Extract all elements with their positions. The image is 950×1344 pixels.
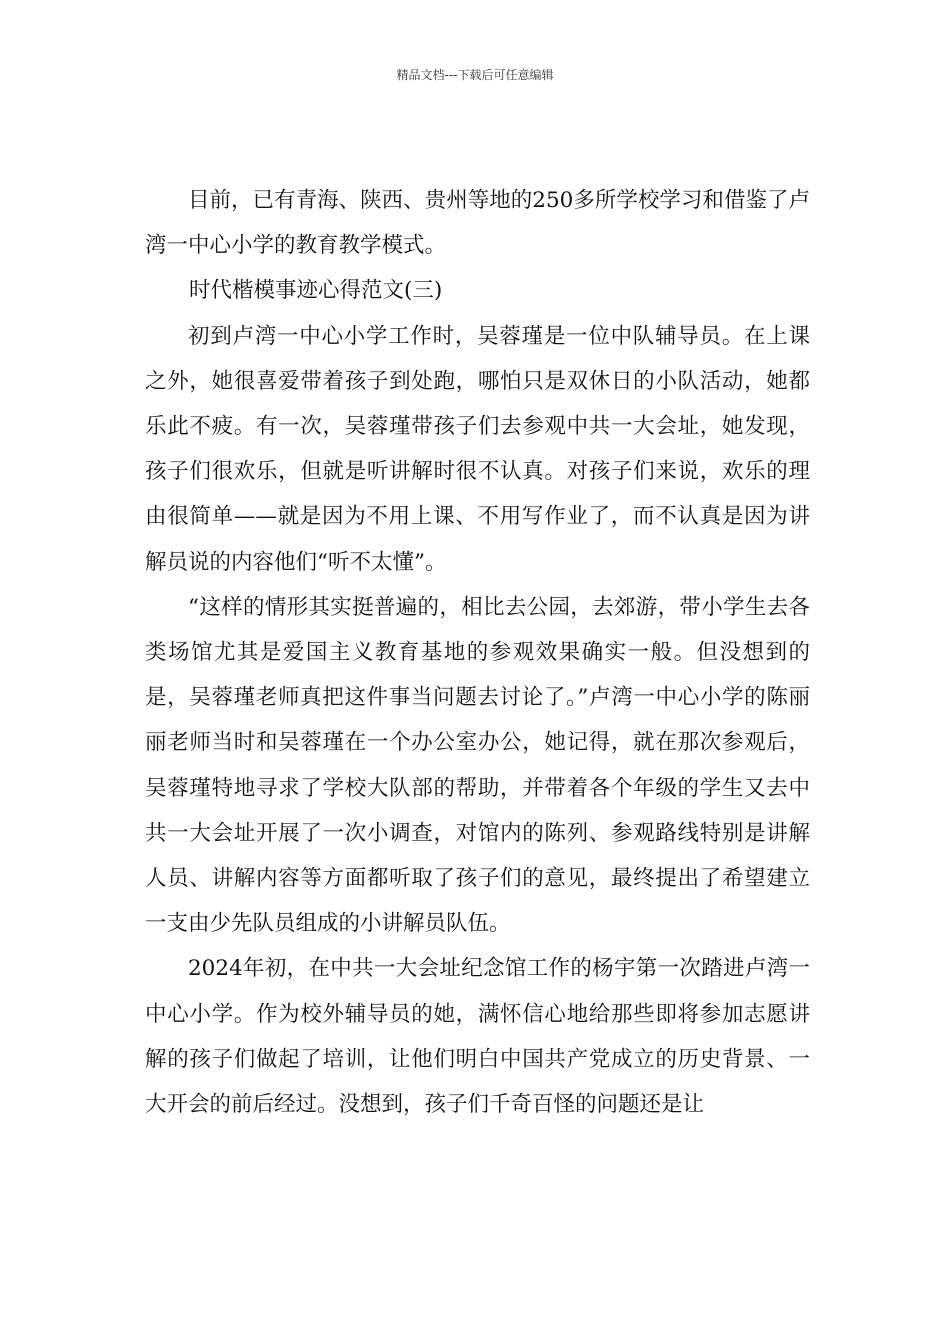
paragraph-early-work: 初到卢湾一中心小学工作时，吴蓉瑾是一位中队辅导员。在上课之外，她很喜爱带着孩子到处跑，哪怕只是双休日的小队活动，她都乐此不疲。有一次，吴蓉瑾带孩子们去参观中共一大会址，她发现，孩子们很欢乐，但就是听讲解时很不认真。对孩子们来说，欢乐的理由很简单——就是因为不用上课、不用写作业了，而不认真是因为讲解员说的内容他们“听不太懂”。 [145, 323, 810, 575]
paragraph-2024: 2024年初，在中共一大会址纪念馆工作的杨宇第一次踏进卢湾一中心小学。作为校外辅导员的她，满怀信心地给那些即将参加志愿讲解的孩子们做起了培训，让他们明白中国共产党成立的历史背景、一大开会的前后经过。没想到，孩子们千奇百怪的问题还是让 [145, 956, 810, 1118]
page-header: 精品文档---下载后可任意编辑 [396, 68, 554, 82]
document-body [145, 178, 810, 1127]
paragraph-adoption: 目前，已有青海、陕西、贵州等地的250多所学校学习和借鉴了卢湾一中心小学的教育教学模式。 [145, 188, 810, 259]
paragraph-quote: “这样的情形其实挺普遍的，相比去公园，去郊游，带小学生去各类场馆尤其是爱国主义教育基地的参观效果确实一般。但没想到的是，吴蓉瑾老师真把这件事当问题去讨论了。”卢湾一中心小学的陈丽丽老师当时和吴蓉瑾在一个办公室办公，她记得，就在那次参观后，吴蓉瑾特地寻求了学校大队部的帮助，并带着各个年级的学生又去中共一大会址开展了一次小调查，对馆内的陈列、参观路线特别是讲解人员、讲解内容等方面都听取了孩子们的意见，最终提出了希望建立一支由少先队员组成的小讲解员队伍。 [145, 594, 810, 937]
section-heading: 时代楷模事迹心得范文(三) [189, 278, 443, 304]
